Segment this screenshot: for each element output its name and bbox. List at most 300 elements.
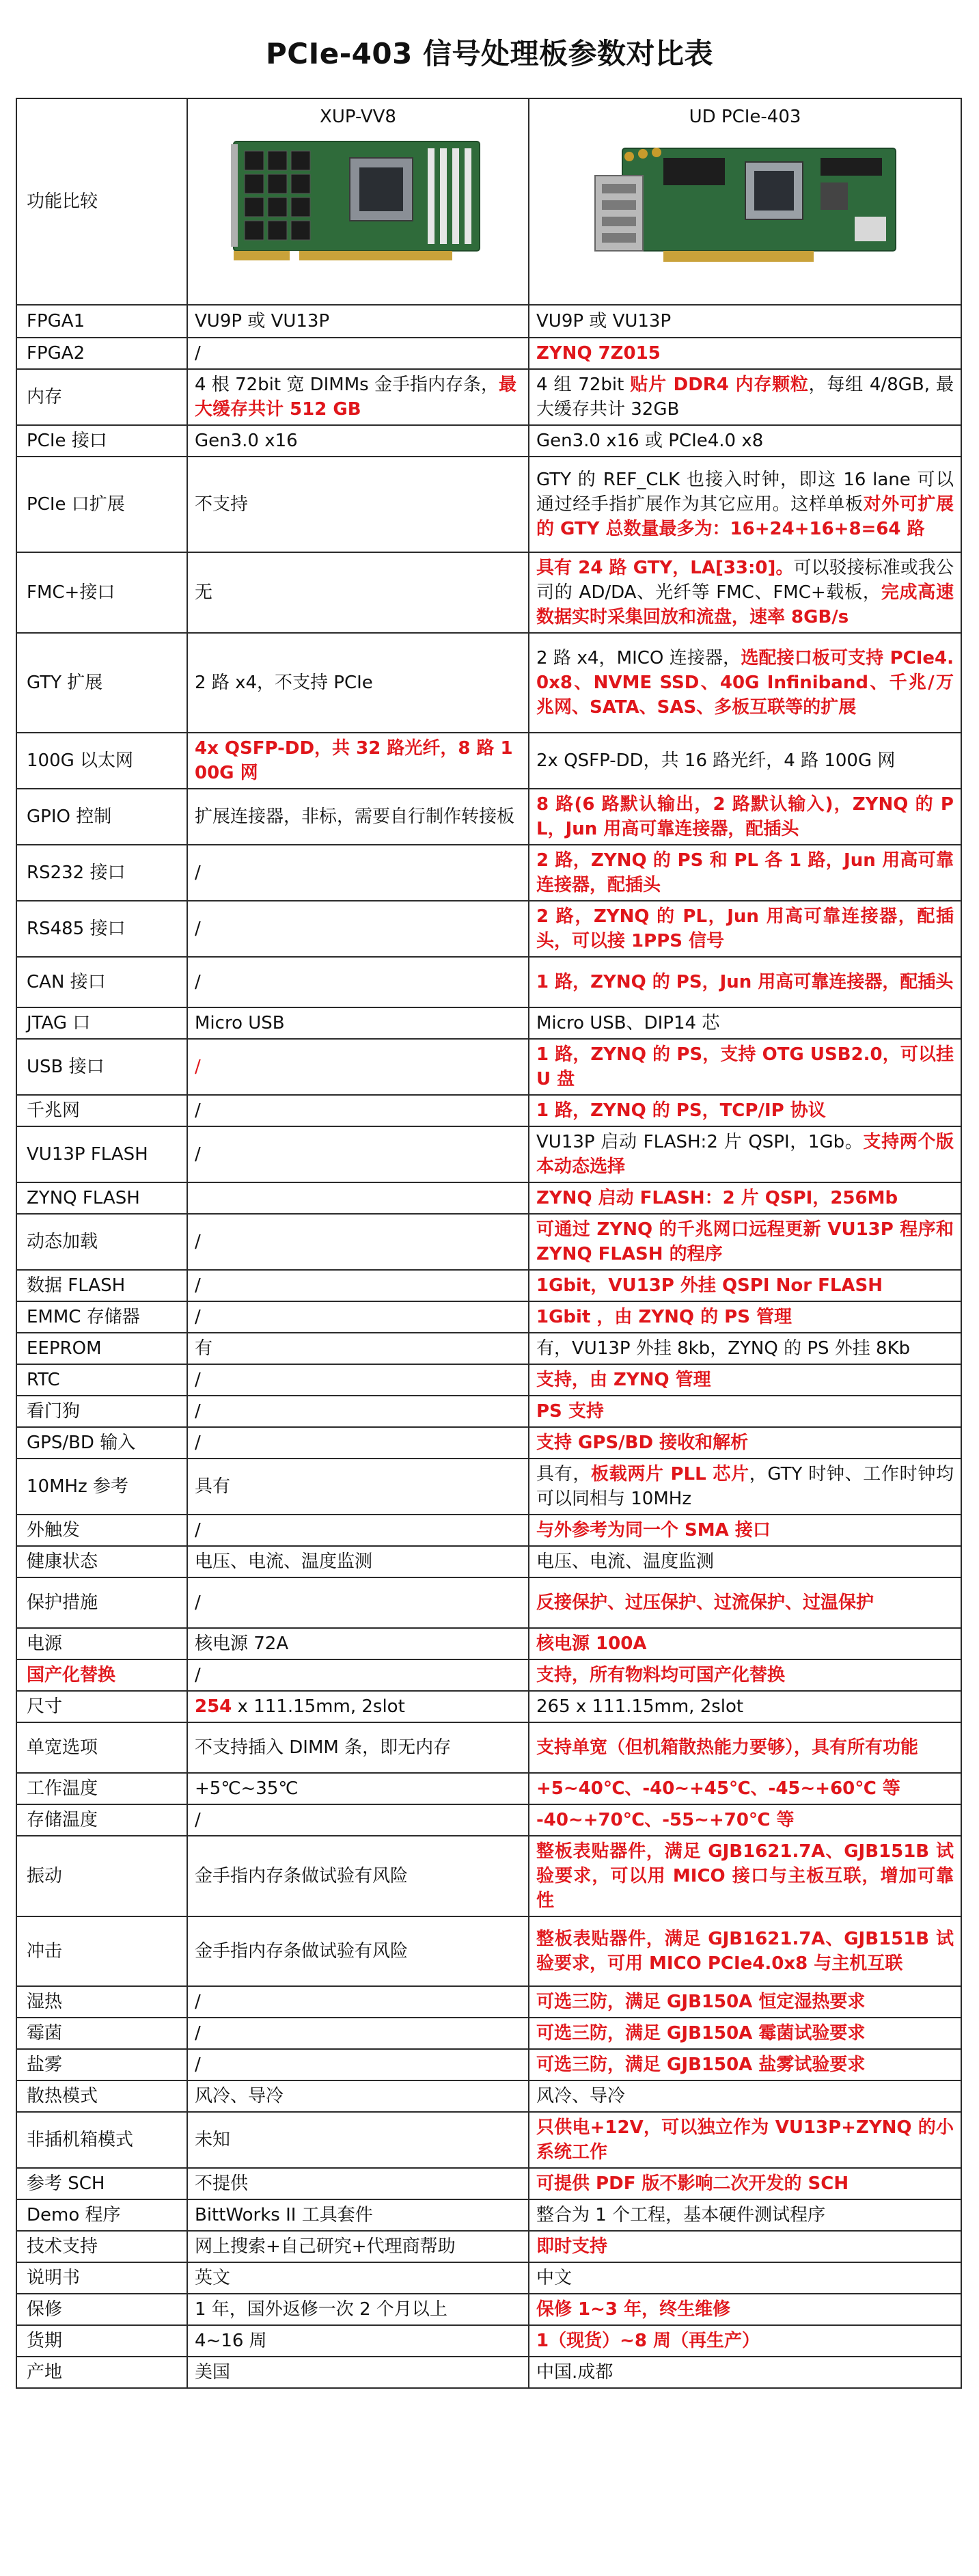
ud-pcie-403-value-cell [529,957,961,1007]
table-row [16,1836,961,1916]
table-row [16,1691,961,1722]
xup-vv8-value-cell [187,2018,529,2049]
xup-vv8-value: / [195,1592,201,1613]
ud-pcie-403-value-cell [529,2080,961,2112]
comparison-table [16,98,962,2389]
feature-cell [16,845,187,901]
xup-vv8-value: / [195,1520,201,1541]
xup-vv8-value: / [195,2023,201,2044]
xup-vv8-value-cell [187,1691,529,1722]
table-row [16,1039,961,1095]
xup-vv8-value-cell [187,2294,529,2325]
ud-pcie-403-value-cell [529,1659,961,1691]
ud-pcie-403-value-cell [529,1691,961,1722]
ud-pcie-403-value: 贴片 DDR4 内存颗粒 [630,375,809,395]
ud-pcie-403-value: 电压、电流、温度监测 [536,1551,715,1572]
feature-cell [16,2357,187,2388]
xup-vv8-value: / [195,1100,201,1121]
feature-label: RS232 接口 [27,863,126,883]
xup-vv8-value-cell [187,1039,529,1095]
table-row [16,338,961,369]
ud-pcie-403-value-cell [529,1270,961,1301]
xup-vv8-value: 未知 [195,2130,231,2150]
table-row [16,369,961,425]
ud-pcie-403-value-cell [529,1836,961,1916]
feature-cell [16,1773,187,1804]
feature-cell [16,2112,187,2168]
table-row [16,2199,961,2231]
ud-pcie-403-value-cell [529,1214,961,1270]
ud-pcie-403-value-cell [529,552,961,633]
feature-label: 保护措施 [27,1592,98,1613]
xup-vv8-value: Gen3.0 x16 [195,431,298,451]
xup-vv8-value: / [195,1665,201,1685]
xup-vv8-value: BittWorks II 工具套件 [195,2205,373,2225]
ud-pcie-403-value-cell [529,1333,961,1364]
xup-vv8-value-cell [187,2049,529,2080]
ud-pcie-403-value: 支持，由 ZYNQ 管理 [536,1370,711,1390]
ud-pcie-403-value: 可选三防，满足 GJB150A 霉菌试验要求 [536,2023,866,2044]
feature-label: 电源 [27,1633,63,1654]
ud-pcie-403-value: 完成高速数据实时采集回放和流盘，速率 8GB/s [536,582,954,627]
feature-cell [16,789,187,845]
ud-pcie-403-value: 支持两个版本动态选择 [536,1132,954,1177]
ud-pcie-403-value-cell [529,901,961,957]
table-row [16,1773,961,1804]
xup-vv8-value: 金手指内存条做试验有风险 [195,1866,409,1886]
ud-pcie-403-value-cell [529,338,961,369]
ud-pcie-403-value: 1（现货）~8 周（再生产） [536,2331,760,2351]
xup-vv8-value-cell [187,1659,529,1691]
table-row [16,2018,961,2049]
feature-label: 工作温度 [27,1778,98,1799]
feature-cell [16,1836,187,1916]
ud-pcie-403-value: 可提供 PDF 版不影响二次开发的 SCH [536,2173,849,2194]
ud-pcie-403-value-cell [529,1396,961,1427]
page-title: PCIe-403 信号处理板参数对比表 [266,37,713,70]
xup-vv8-value: / [195,1992,201,2012]
feature-cell [16,1691,187,1722]
xup-vv8-value: 有 [195,1338,213,1359]
table-row [16,1007,961,1039]
feature-cell [16,1333,187,1364]
xup-vv8-value-cell [187,1773,529,1804]
xup-vv8-value-cell [187,1333,529,1364]
table-row [16,1182,961,1214]
ud-pcie-403-value: 整板表贴器件，满足 GJB1621.7A、GJB151B 试验要求，可用 MICO PCIe4.0x8 与主机互联 [536,1929,954,1974]
feature-label: 霉菌 [27,2023,63,2044]
table-row [16,425,961,457]
table-row [16,2112,961,2168]
xup-vv8-value: 美国 [195,2362,231,2383]
ud-pcie-403-value-cell [529,1577,961,1628]
ud-pcie-403-value: 具有 24 路 GTY，LA[33:0]。 [536,558,794,578]
table-row [16,1986,961,2018]
xup-vv8-value-cell [187,2231,529,2262]
xup-vv8-value-cell [187,1007,529,1039]
xup-vv8-value-cell [187,1836,529,1916]
xup-vv8-board-image [228,135,488,278]
feature-cell [16,1546,187,1577]
table-row [16,1396,961,1427]
table-row [16,901,961,957]
ud-pcie-403-board-image [581,135,909,285]
feature-label: 技术支持 [27,2236,98,2257]
xup-vv8-value: / [195,1232,201,1252]
ud-pcie-403-value-cell [529,2262,961,2294]
feature-label: 10MHz 参考 [27,1476,128,1497]
ud-pcie-403-value-cell [529,1095,961,1126]
xup-vv8-value-cell [187,2112,529,2168]
table-row [16,1916,961,1986]
feature-label: FPGA2 [27,343,85,364]
ud-pcie-403-value-cell [529,2231,961,2262]
table-row [16,1546,961,1577]
ud-pcie-403-value: 对外可扩展的 GTY 总数量最多为：16+24+16+8=64 路 [536,494,954,539]
feature-cell [16,1301,187,1333]
ud-pcie-403-value: ，GTY 时钟、工作时钟均可以同相与 10MHz [536,1464,954,1509]
feature-label: PCIe 接口 [27,431,107,451]
ud-pcie-403-value-cell [529,1039,961,1095]
feature-cell [16,2080,187,2112]
ud-pcie-403-value: 风冷、导冷 [536,2086,626,2106]
ud-pcie-403-value: 2x QSFP-DD，共 16 路光纤，4 路 100G 网 [536,750,896,771]
ud-pcie-403-value: 4 组 72bit [536,375,631,395]
feature-label: 动态加载 [27,1232,98,1252]
ud-pcie-403-value: ZYNQ 7Z015 [536,343,661,364]
xup-vv8-value-cell [187,2168,529,2199]
feature-label: 单宽选项 [27,1737,98,1758]
feature-cell [16,1916,187,1986]
feature-label: ZYNQ FLASH [27,1188,140,1208]
ud-pcie-403-value: Gen3.0 x16 或 PCIe4.0 x8 [536,431,764,451]
feature-cell [16,457,187,552]
feature-cell [16,1039,187,1095]
table-row [16,1804,961,1836]
feature-cell [16,1628,187,1659]
xup-vv8-value-cell [187,1804,529,1836]
xup-vv8-value: +5℃~35℃ [195,1778,299,1799]
feature-cell [16,2199,187,2231]
ud-pcie-403-value: Micro USB、DIP14 芯 [536,1013,720,1033]
ud-pcie-403-value: 2 路，ZYNQ 的 PL，Jun 用高可靠连接器，配插头，可以接 1PPS 信号 [536,906,954,951]
ud-pcie-403-value: 有，VU13P 外挂 8kb，ZYNQ 的 PS 外挂 8Kb [536,1338,911,1359]
feature-cell [16,369,187,425]
ud-pcie-403-value: 核电源 100A [536,1633,647,1654]
xup-vv8-value: / [195,919,201,939]
xup-vv8-value-cell [187,2357,529,2388]
feature-cell [16,1095,187,1126]
header-xup-vv8-label: XUP-VV8 [320,107,396,127]
table-row [16,1515,961,1546]
xup-vv8-value: 具有 [195,1476,231,1497]
feature-cell [16,552,187,633]
xup-vv8-value-cell [187,845,529,901]
feature-cell [16,1515,187,1546]
xup-vv8-value-cell [187,1577,529,1628]
xup-vv8-value: / [195,1057,201,1077]
table-row [16,1459,961,1515]
xup-vv8-value: / [195,1370,201,1390]
feature-cell [16,2231,187,2262]
ud-pcie-403-value-cell [529,2294,961,2325]
xup-vv8-value: / [195,1275,201,1296]
ud-pcie-403-value: 支持 GPS/BD 接收和解析 [536,1433,749,1453]
xup-vv8-value-cell [187,305,529,338]
xup-vv8-value: / [195,1401,201,1422]
table-header-row [16,98,961,305]
ud-pcie-403-value: 支持，所有物料均可国产化替换 [536,1665,786,1685]
table-row [16,1214,961,1270]
xup-vv8-value: 网上搜索+自己研究+代理商帮助 [195,2236,456,2257]
feature-cell [16,1270,187,1301]
xup-vv8-value: 2 路 x4，不支持 PCIe [195,673,373,693]
feature-cell [16,1986,187,2018]
feature-cell [16,1804,187,1836]
xup-vv8-value-cell [187,1214,529,1270]
xup-vv8-value-cell [187,789,529,845]
feature-label: EEPROM [27,1338,102,1359]
feature-label: 振动 [27,1866,63,1886]
ud-pcie-403-value: 2 路，ZYNQ 的 PS 和 PL 各 1 路，Jun 用高可靠连接器，配插头 [536,850,954,895]
xup-vv8-value: 无 [195,582,213,603]
header-ud-pcie-403-label: UD PCIe-403 [689,107,801,127]
feature-cell [16,901,187,957]
xup-vv8-value: 不支持 [195,494,249,515]
ud-pcie-403-value: 可以驳接标准或我公司的 AD/DA、光纤等 FMC、FMC+载板， [536,558,954,603]
xup-vv8-value-cell [187,457,529,552]
feature-cell [16,1722,187,1773]
feature-label: 非插机箱模式 [27,2130,134,2150]
table-row [16,2168,961,2199]
table-row [16,457,961,552]
ud-pcie-403-value-cell [529,1459,961,1515]
ud-pcie-403-value: 板载两片 PLL 芯片 [591,1464,749,1484]
ud-pcie-403-value-cell [529,2199,961,2231]
xup-vv8-value-cell [187,338,529,369]
feature-cell [16,1182,187,1214]
xup-vv8-value-cell [187,1459,529,1515]
xup-vv8-value-cell [187,1628,529,1659]
feature-cell [16,425,187,457]
xup-vv8-value-cell [187,369,529,425]
ud-pcie-403-value-cell [529,2168,961,2199]
feature-label: 货期 [27,2331,63,2351]
ud-pcie-403-value: 265 x 111.15mm, 2slot [536,1696,744,1717]
ud-pcie-403-value-cell [529,369,961,425]
ud-pcie-403-value-cell [529,1986,961,2018]
xup-vv8-value-cell [187,1301,529,1333]
xup-vv8-value-cell [187,1986,529,2018]
feature-cell [16,733,187,789]
ud-pcie-403-value-cell [529,2049,961,2080]
ud-pcie-403-value-cell [529,789,961,845]
feature-label: 千兆网 [27,1100,81,1121]
ud-pcie-403-value-cell [529,1773,961,1804]
feature-cell [16,338,187,369]
xup-vv8-value: 不支持插入 DIMM 条，即无内存 [195,1737,452,1758]
feature-label: FMC+接口 [27,582,115,603]
xup-vv8-value-cell [187,957,529,1007]
ud-pcie-403-value-cell [529,1182,961,1214]
xup-vv8-value-cell [187,2262,529,2294]
ud-pcie-403-value: 2 路 x4，MICO 连接器， [536,648,741,668]
xup-vv8-value: / [195,2055,201,2075]
ud-pcie-403-value-cell [529,733,961,789]
ud-pcie-403-value-cell [529,1804,961,1836]
ud-pcie-403-value: 8 路(6 路默认输出，2 路默认输入)，ZYNQ 的 PL，Jun 用高可靠连接器，配插头 [536,794,954,839]
ud-pcie-403-value: 可选三防，满足 GJB150A 盐雾试验要求 [536,2055,866,2075]
feature-label: CAN 接口 [27,972,106,992]
ud-pcie-403-value-cell [529,2112,961,2168]
table-row [16,1364,961,1396]
feature-cell [16,2262,187,2294]
feature-label: 冲击 [27,1941,63,1962]
xup-vv8-value-cell [187,1916,529,1986]
ud-pcie-403-value: 1 路，ZYNQ 的 PS，Jun 用高可靠连接器，配插头 [536,972,954,992]
table-row [16,2231,961,2262]
xup-vv8-value-cell [187,1182,529,1214]
feature-cell [16,2168,187,2199]
ud-pcie-403-value-cell [529,1007,961,1039]
xup-vv8-value-cell [187,901,529,957]
feature-label: FPGA1 [27,311,85,331]
table-row [16,1270,961,1301]
xup-vv8-value-cell [187,1427,529,1459]
ud-pcie-403-value: GTY 的 REF_CLK 也接入时钟，即这 16 lane 可以通过经手指扩展作为其它应用。这样单板 [536,470,954,515]
xup-vv8-value: 最大缓存共计 512 GB [195,375,516,420]
ud-pcie-403-value: 中国.成都 [536,2362,613,2383]
feature-cell [16,1364,187,1396]
feature-label: 保修 [27,2299,63,2320]
feature-label: 国产化替换 [27,1665,116,1685]
feature-label: RTC [27,1370,60,1390]
table-row [16,1722,961,1773]
ud-pcie-403-value: VU9P 或 VU13P [536,311,672,331]
xup-vv8-value: / [195,972,201,992]
xup-vv8-value-cell [187,1546,529,1577]
ud-pcie-403-value-cell [529,1301,961,1333]
feature-label: 健康状态 [27,1551,98,1572]
table-row [16,1427,961,1459]
table-row [16,2294,961,2325]
feature-label: USB 接口 [27,1057,105,1077]
feature-label: RS485 接口 [27,919,126,939]
header-xup-vv8 [187,98,529,305]
ud-pcie-403-value-cell [529,845,961,901]
xup-vv8-value-cell [187,1270,529,1301]
feature-label: GPS/BD 输入 [27,1433,136,1453]
xup-vv8-value: Micro USB [195,1013,285,1033]
xup-vv8-value: 英文 [195,2268,231,2288]
ud-pcie-403-value: 中文 [536,2268,573,2288]
xup-vv8-value-cell [187,733,529,789]
xup-vv8-value: 254 [195,1696,232,1717]
feature-cell [16,1214,187,1270]
ud-pcie-403-value-cell [529,2325,961,2357]
feature-cell [16,2018,187,2049]
ud-pcie-403-value: 即时支持 [536,2236,608,2257]
xup-vv8-value-cell [187,633,529,733]
feature-label: 尺寸 [27,1696,63,1717]
xup-vv8-value: VU9P 或 VU13P [195,311,330,331]
feature-label: 产地 [27,2362,63,2383]
xup-vv8-value: 不提供 [195,2173,249,2194]
feature-label: 内存 [27,387,63,407]
table-row [16,2049,961,2080]
ud-pcie-403-value: 反接保护、过压保护、过流保护、过温保护 [536,1592,874,1613]
ud-pcie-403-value: ，每组 4/8GB, 最大缓存共计 32GB [536,375,954,420]
xup-vv8-value: x 111.15mm, 2slot [232,1696,405,1717]
ud-pcie-403-value: 整合为 1 个工程，基本硬件测试程序 [536,2205,826,2225]
xup-vv8-value: 风冷、导冷 [195,2086,284,2106]
xup-vv8-value-cell [187,1095,529,1126]
feature-label: 湿热 [27,1992,63,2012]
xup-vv8-value: / [195,863,201,883]
ud-pcie-403-value: 1 路，ZYNQ 的 PS，TCP/IP 协议 [536,1100,826,1121]
table-row [16,305,961,338]
ud-pcie-403-value: 具有， [536,1464,592,1484]
xup-vv8-value: / [195,1810,201,1830]
ud-pcie-403-value-cell [529,2357,961,2388]
ud-pcie-403-value: ZYNQ 启动 FLASH：2 片 QSPI，256Mb [536,1188,898,1208]
table-row [16,2357,961,2388]
ud-pcie-403-value-cell [529,1364,961,1396]
feature-label: 参考 SCH [27,2173,105,2194]
feature-label: 看门狗 [27,1401,81,1422]
ud-pcie-403-value-cell [529,1427,961,1459]
xup-vv8-value-cell [187,1364,529,1396]
feature-cell [16,1459,187,1515]
table-row [16,2080,961,2112]
ud-pcie-403-value: 与外参考为同一个 SMA 接口 [536,1520,771,1541]
xup-vv8-value: 电压、电流、温度监测 [195,1551,373,1572]
ud-pcie-403-value-cell [529,1722,961,1773]
ud-pcie-403-value-cell [529,1546,961,1577]
xup-vv8-value-cell [187,1515,529,1546]
feature-cell [16,305,187,338]
table-row [16,2262,961,2294]
table-row [16,845,961,901]
feature-label: JTAG 口 [27,1013,91,1033]
feature-cell [16,1659,187,1691]
feature-label: GTY 扩展 [27,673,103,693]
xup-vv8-value: / [195,1144,201,1165]
xup-vv8-value-cell [187,2080,529,2112]
ud-pcie-403-value: VU13P 启动 FLASH:2 片 QSPI，1Gb。 [536,1132,864,1152]
xup-vv8-value-cell [187,552,529,633]
xup-vv8-value: 4 根 72bit 宽 DIMMs 金手指内存条， [195,375,499,395]
feature-cell [16,957,187,1007]
feature-cell [16,2294,187,2325]
ud-pcie-403-value: 只供电+12V，可以独立作为 VU13P+ZYNQ 的小系统工作 [536,2117,954,2163]
feature-label: 存储温度 [27,1810,98,1830]
feature-label: 盐雾 [27,2055,63,2075]
feature-cell [16,1007,187,1039]
feature-label: 散热模式 [27,2086,98,2106]
ud-pcie-403-value: 可通过 ZYNQ 的千兆网口远程更新 VU13P 程序和 ZYNQ FLASH 的程序 [536,1219,954,1264]
table-row [16,552,961,633]
ud-pcie-403-value: 1Gbit ，由 ZYNQ 的 PS 管理 [536,1307,792,1327]
xup-vv8-value-cell [187,2199,529,2231]
feature-cell [16,1427,187,1459]
xup-vv8-value: 1 年，国外返修一次 2 个月以上 [195,2299,447,2320]
feature-cell [16,2325,187,2357]
ud-pcie-403-value: 整板表贴器件，满足 GJB1621.7A、GJB151B 试验要求，可以用 MICO 接口与主板互联，增加可靠性 [536,1841,954,1911]
ud-pcie-403-value-cell [529,1628,961,1659]
header-ud-pcie-403 [529,98,961,305]
ud-pcie-403-value-cell [529,457,961,552]
